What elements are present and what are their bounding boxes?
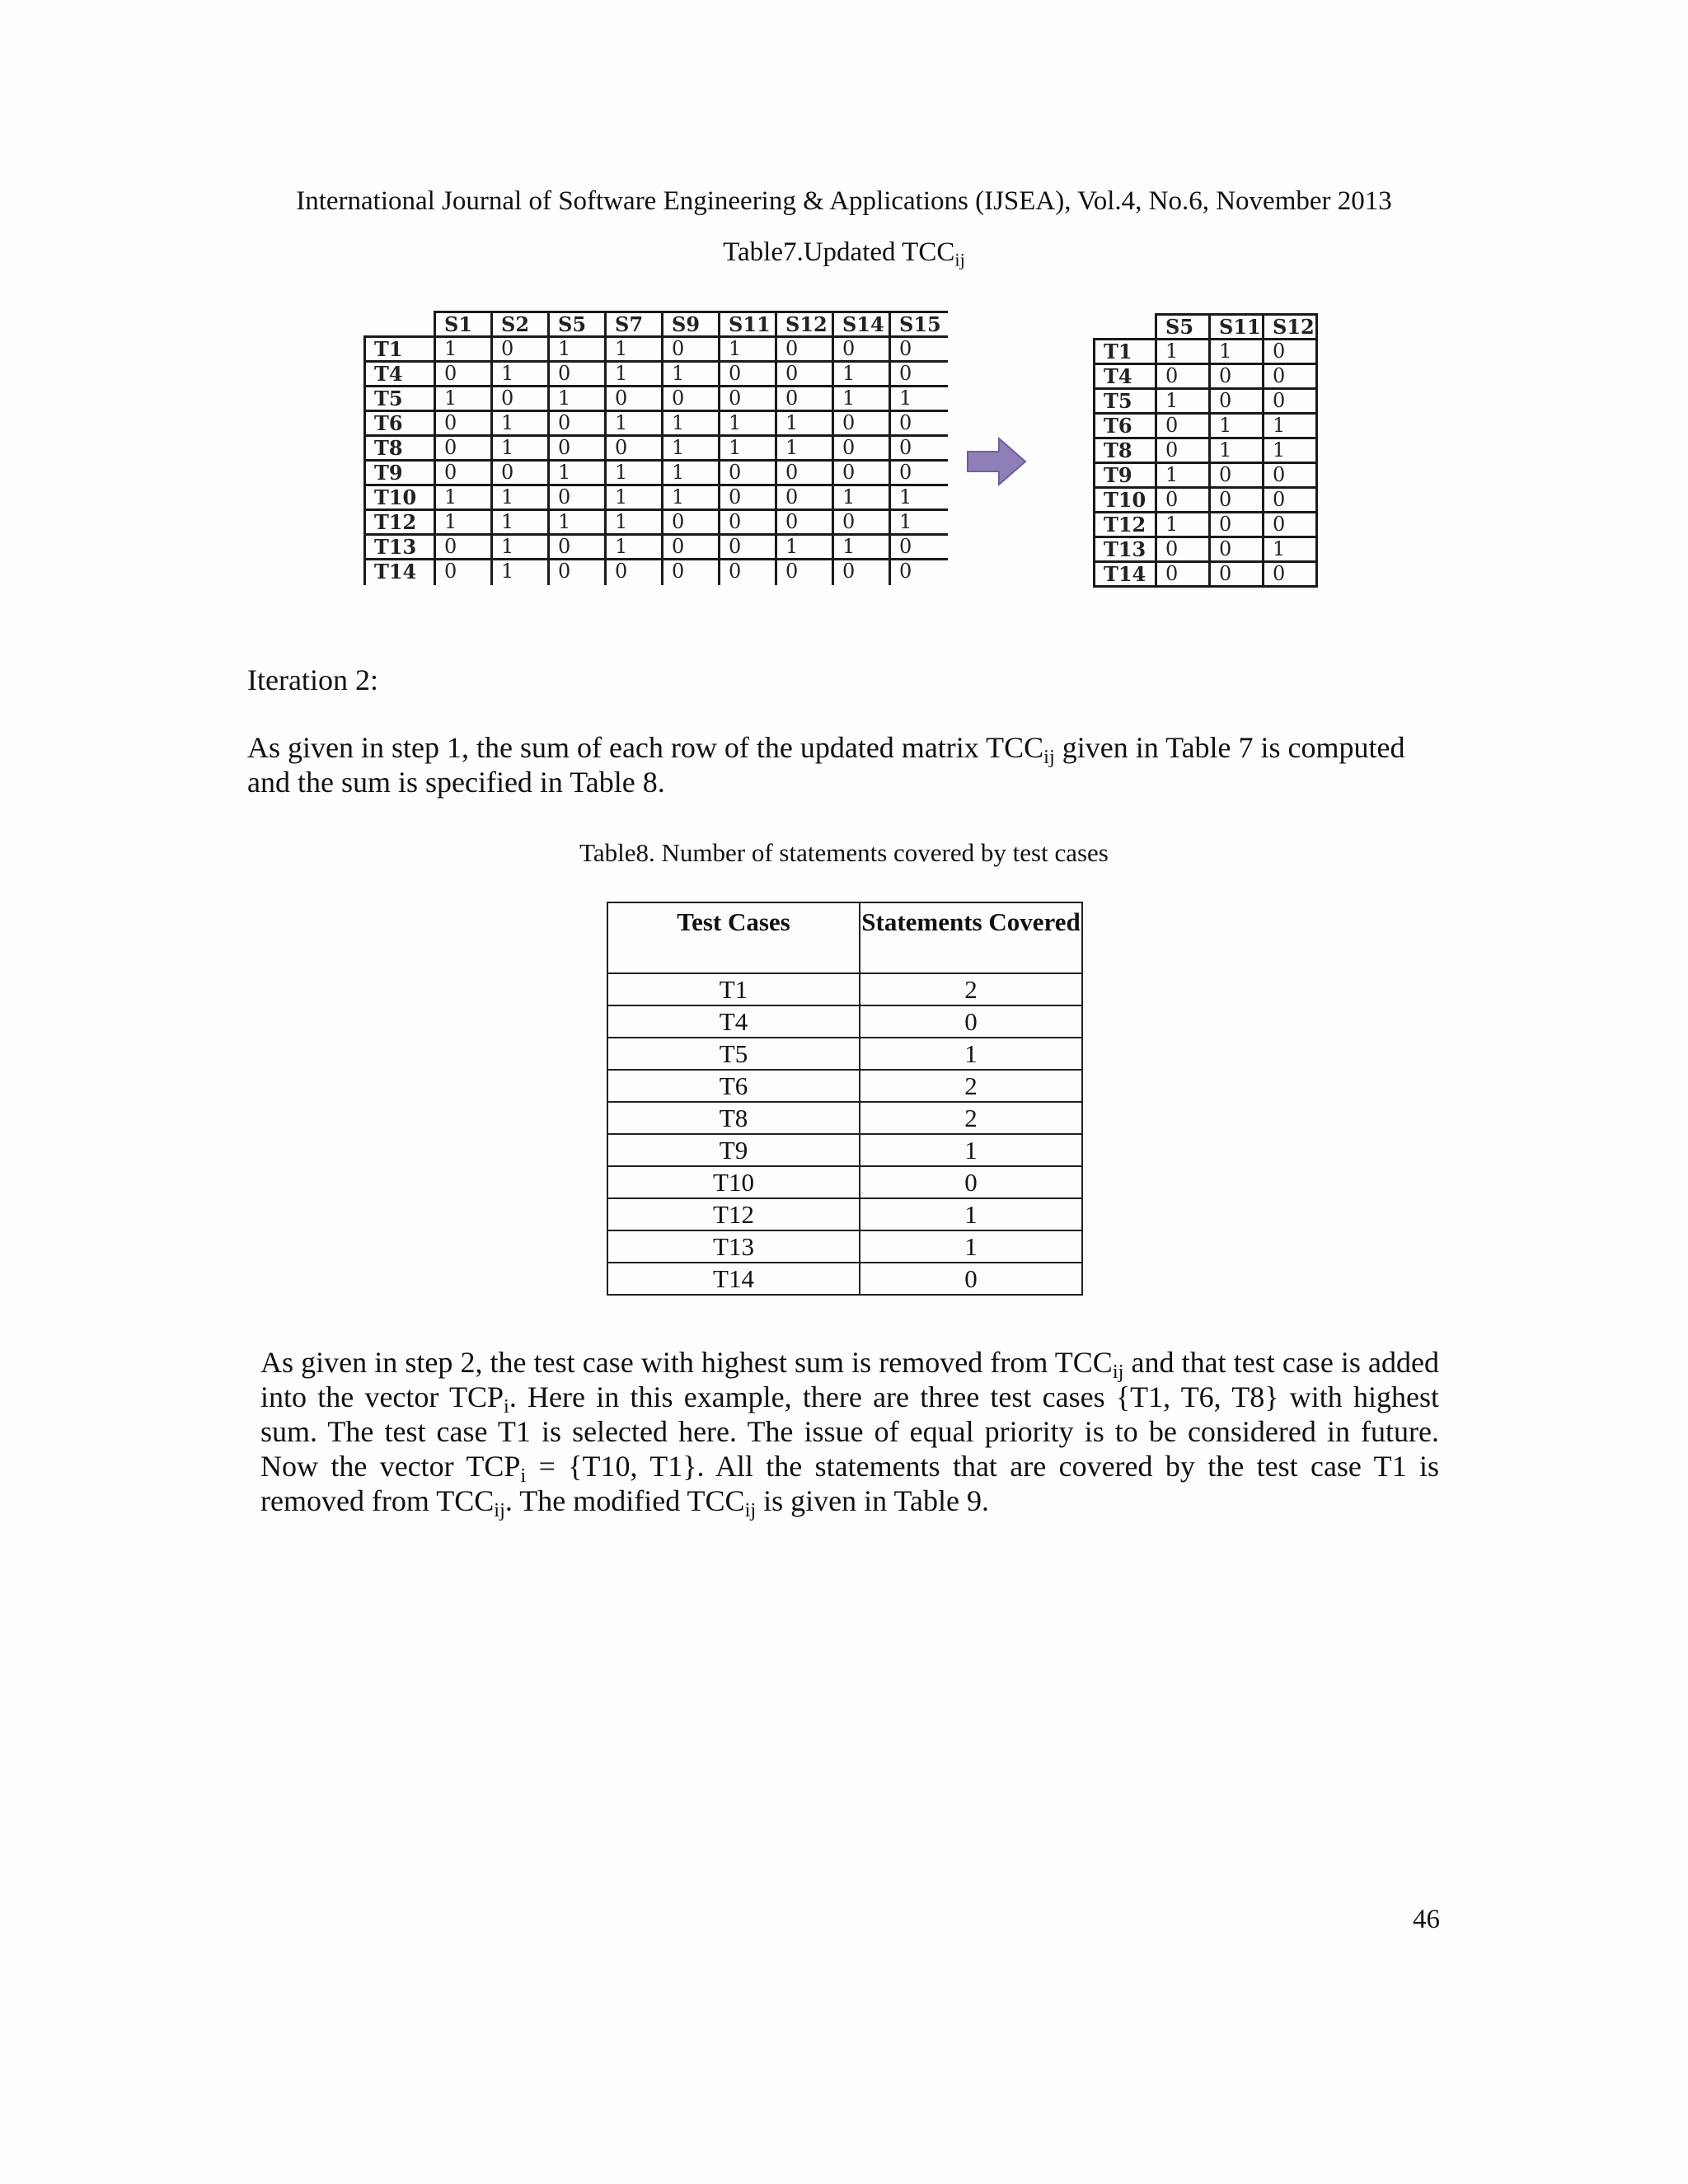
matrix-cell: 0 — [720, 560, 776, 584]
matrix-cell: 0 — [435, 535, 492, 560]
table8-count-cell: 1 — [860, 1230, 1082, 1263]
table8-header-test-cases: Test Cases — [607, 902, 860, 973]
matrix-row-label: T5 — [365, 387, 435, 411]
matrix-cell: 1 — [720, 411, 776, 436]
matrix-row-label: T13 — [365, 535, 435, 560]
matrix-corner — [365, 312, 435, 337]
matrix-cell: 1 — [833, 535, 890, 560]
table8-test-case-cell: T10 — [607, 1166, 860, 1198]
matrix-cell: 0 — [1210, 488, 1264, 513]
matrix-row-label: T9 — [1095, 463, 1156, 488]
matrix-column-header: S11 — [720, 312, 776, 337]
matrix-cell: 0 — [890, 436, 947, 461]
matrix-cell: 0 — [890, 535, 947, 560]
matrix-cell: 0 — [1264, 364, 1317, 389]
matrix-cell: 0 — [663, 535, 720, 560]
matrix-row — [365, 362, 947, 387]
matrix-column-header: S2 — [492, 312, 549, 337]
matrix-row — [1095, 513, 1317, 537]
matrix-cell: 1 — [663, 362, 720, 387]
matrix-cell: 0 — [720, 535, 776, 560]
matrix-cell: 0 — [1156, 414, 1210, 438]
matrix-cell: 0 — [776, 337, 833, 362]
matrix-cell: 1 — [1210, 438, 1264, 463]
table8-row — [607, 973, 1082, 1005]
matrix-cell: 1 — [492, 510, 549, 535]
matrix-cell: 0 — [890, 362, 947, 387]
matrix-row-label: T10 — [365, 485, 435, 510]
matrix-cell: 0 — [720, 362, 776, 387]
matrix-cell: 0 — [549, 411, 606, 436]
matrix-cell: 1 — [549, 337, 606, 362]
matrix-cell: 0 — [1264, 513, 1317, 537]
matrix-cell: 0 — [776, 387, 833, 411]
matrix-cell: 0 — [435, 411, 492, 436]
matrix-cell: 1 — [1264, 537, 1317, 562]
matrix-row-label: T14 — [365, 560, 435, 584]
matrix-column-header: S15 — [890, 312, 947, 337]
matrix-row — [365, 337, 947, 362]
table8-test-case-cell: T8 — [607, 1102, 860, 1134]
table8-caption: Table8. Number of statements covered by test cases — [579, 838, 1109, 867]
matrix-cell: 0 — [1210, 463, 1264, 488]
matrix-cell: 0 — [1156, 488, 1210, 513]
paragraph-step1: As given in step 1, the sum of each row of the updated matrix $TCC_{ij}$ given in Table 7 is computed and the sum is specified in Table 8. — [247, 731, 1405, 799]
matrix-cell: 1 — [776, 411, 833, 436]
matrix-cell: 0 — [1264, 488, 1317, 513]
matrix-cell: 0 — [833, 461, 890, 485]
matrix-row-label: T8 — [365, 436, 435, 461]
matrix-cell: 0 — [833, 337, 890, 362]
table8-statements-covered — [607, 902, 1083, 1296]
table8-test-case-cell: T9 — [607, 1134, 860, 1166]
table7-updated-matrix — [1093, 313, 1318, 588]
matrix-cell: 0 — [435, 362, 492, 387]
matrix-row — [1095, 463, 1317, 488]
matrix-cell: 0 — [833, 510, 890, 535]
matrix-cell: 0 — [1210, 364, 1264, 389]
matrix-column-header: S12 — [1264, 315, 1317, 340]
matrix-cell: 0 — [492, 461, 549, 485]
table8-header-statements-covered: Statements Covered — [860, 902, 1082, 973]
matrix-row-label: T1 — [365, 337, 435, 362]
table7-original-matrix — [363, 311, 948, 585]
matrix-cell: 0 — [606, 436, 663, 461]
matrix-row-label: T4 — [365, 362, 435, 387]
matrix-cell: 1 — [606, 337, 663, 362]
matrix-cell: 0 — [549, 535, 606, 560]
matrix-cell: 0 — [1264, 389, 1317, 414]
matrix-cell: 1 — [549, 510, 606, 535]
matrix-cell: 1 — [1156, 463, 1210, 488]
matrix-row-label: T13 — [1095, 537, 1156, 562]
matrix-cell: 0 — [1210, 513, 1264, 537]
matrix-row — [1095, 438, 1317, 463]
iteration-heading: Iteration 2: — [247, 663, 378, 696]
table8-count-cell: 2 — [860, 973, 1082, 1005]
matrix-cell: 0 — [549, 436, 606, 461]
table8-count-cell: 1 — [860, 1198, 1082, 1230]
table8-row — [607, 1070, 1082, 1102]
matrix-cell: 1 — [435, 510, 492, 535]
matrix-cell: 0 — [890, 461, 947, 485]
matrix-cell: 0 — [549, 362, 606, 387]
matrix-cell: 1 — [1156, 340, 1210, 364]
matrix-cell: 1 — [1156, 513, 1210, 537]
matrix-cell: 1 — [890, 387, 947, 411]
matrix-cell: 1 — [833, 362, 890, 387]
matrix-row — [365, 436, 947, 461]
matrix-row — [1095, 488, 1317, 513]
matrix-cell: 1 — [720, 337, 776, 362]
matrix-cell: 1 — [720, 436, 776, 461]
matrix-cell: 1 — [435, 387, 492, 411]
matrix-cell: 0 — [663, 560, 720, 584]
matrix-row-label: T4 — [1095, 364, 1156, 389]
matrix-cell: 0 — [1156, 438, 1210, 463]
matrix-cell: 0 — [492, 337, 549, 362]
matrix-cell: 1 — [435, 485, 492, 510]
matrix-cell: 1 — [435, 337, 492, 362]
matrix-cell: 0 — [549, 485, 606, 510]
matrix-cell: 0 — [1210, 537, 1264, 562]
matrix-cell: 0 — [1210, 562, 1264, 587]
matrix-row-label: T5 — [1095, 389, 1156, 414]
matrix-cell: 0 — [833, 436, 890, 461]
matrix-cell: 1 — [890, 485, 947, 510]
table8-row — [607, 1263, 1082, 1295]
table8-test-case-cell: T13 — [607, 1230, 860, 1263]
table8-test-case-cell: T1 — [607, 973, 860, 1005]
matrix-row — [365, 387, 947, 411]
matrix-row — [365, 535, 947, 560]
matrix-cell: 1 — [492, 411, 549, 436]
matrix-cell: 1 — [1264, 414, 1317, 438]
matrix-cell: 0 — [606, 560, 663, 584]
matrix-cell: 1 — [606, 485, 663, 510]
matrix-row-label: T1 — [1095, 340, 1156, 364]
matrix-cell: 1 — [549, 387, 606, 411]
matrix-row — [1095, 340, 1317, 364]
table8-count-cell: 0 — [860, 1166, 1082, 1198]
table8-count-cell: 2 — [860, 1102, 1082, 1134]
matrix-cell: 1 — [492, 436, 549, 461]
matrix-row — [1095, 364, 1317, 389]
matrix-cell: 1 — [1210, 340, 1264, 364]
matrix-row — [1095, 414, 1317, 438]
matrix-row — [365, 485, 947, 510]
matrix-cell: 0 — [720, 461, 776, 485]
matrix-cell: 0 — [435, 436, 492, 461]
matrix-cell: 0 — [549, 560, 606, 584]
matrix-cell: 0 — [435, 461, 492, 485]
matrix-cell: 0 — [776, 362, 833, 387]
table8-test-case-cell: T4 — [607, 1005, 860, 1038]
matrix-column-header: S7 — [606, 312, 663, 337]
matrix-cell: 0 — [663, 387, 720, 411]
matrix-row — [365, 411, 947, 436]
matrix-column-header: S9 — [663, 312, 720, 337]
matrix-cell: 0 — [890, 337, 947, 362]
table8-row — [607, 1005, 1082, 1038]
table8-test-case-cell: T6 — [607, 1070, 860, 1102]
matrix-cell: 0 — [720, 485, 776, 510]
table8-count-cell: 1 — [860, 1134, 1082, 1166]
matrix-cell: 1 — [1264, 438, 1317, 463]
matrix-row — [365, 560, 947, 584]
matrix-cell: 0 — [776, 485, 833, 510]
matrix-column-header: S5 — [1156, 315, 1210, 340]
matrix-cell: 1 — [663, 485, 720, 510]
matrix-cell: 1 — [776, 436, 833, 461]
matrix-cell: 1 — [492, 362, 549, 387]
matrix-column-header: S12 — [776, 312, 833, 337]
matrix-cell: 0 — [720, 387, 776, 411]
matrix-cell: 0 — [776, 560, 833, 584]
matrix-cell: 0 — [890, 560, 947, 584]
matrix-column-header: S1 — [435, 312, 492, 337]
matrix-row-label: T12 — [1095, 513, 1156, 537]
matrix-cell: 1 — [492, 485, 549, 510]
matrix-row — [1095, 562, 1317, 587]
matrix-cell: 0 — [1264, 463, 1317, 488]
table8-row — [607, 1166, 1082, 1198]
matrix-row-label: T9 — [365, 461, 435, 485]
matrix-cell: 1 — [663, 436, 720, 461]
matrix-row-label: T14 — [1095, 562, 1156, 587]
matrix-corner — [1095, 315, 1156, 340]
matrix-cell: 1 — [833, 485, 890, 510]
matrix-row — [365, 461, 947, 485]
matrix-row-label: T10 — [1095, 488, 1156, 513]
table7-caption: Table7.Updated $TCC_{ij}$ — [723, 237, 965, 270]
matrix-row — [1095, 537, 1317, 562]
matrix-row-label: T6 — [365, 411, 435, 436]
matrix-cell: 0 — [1156, 562, 1210, 587]
table8-count-cell: 1 — [860, 1038, 1082, 1070]
matrix-cell: 1 — [833, 387, 890, 411]
matrix-cell: 1 — [606, 362, 663, 387]
matrix-cell: 1 — [549, 461, 606, 485]
matrix-column-header: S5 — [549, 312, 606, 337]
matrix-column-header: S14 — [833, 312, 890, 337]
paragraph-step2: As given in step 2, the test case with highest sum is removed from $TCC_{ij}$ and that test case is added into the vector $TCP_i$. Here in this example, there are three test cases {T1, T6, T8} with highest sum. The test case T1 is selected here. The issue of equal priority is to be considered in future. Now the vector $TCP_i = \{T10$, T1}. All the statements that are covered by the test case T1 is removed from $TCC_{ij}$. The modified $TCC_{ij}$ is given in Table 9. — [260, 1346, 1439, 1521]
matrix-cell: 1 — [492, 535, 549, 560]
matrix-cell: 1 — [663, 461, 720, 485]
matrix-cell: 0 — [833, 560, 890, 584]
matrix-cell: 0 — [435, 560, 492, 584]
table8-row — [607, 1102, 1082, 1134]
matrix-cell: 1 — [606, 510, 663, 535]
table8-test-case-cell: T5 — [607, 1038, 860, 1070]
table8-count-cell: 0 — [860, 1005, 1082, 1038]
matrix-cell: 0 — [720, 510, 776, 535]
matrix-cell: 1 — [606, 535, 663, 560]
table8-row — [607, 1230, 1082, 1263]
table8-test-case-cell: T12 — [607, 1198, 860, 1230]
matrix-cell: 0 — [492, 387, 549, 411]
matrix-cell: 1 — [890, 510, 947, 535]
matrix-cell: 1 — [1210, 414, 1264, 438]
table8-count-cell: 2 — [860, 1070, 1082, 1102]
table8-row — [607, 1038, 1082, 1070]
matrix-cell: 0 — [663, 510, 720, 535]
matrix-cell: 0 — [833, 411, 890, 436]
table8-row — [607, 1198, 1082, 1230]
matrix-row-label: T8 — [1095, 438, 1156, 463]
matrix-cell: 1 — [1156, 389, 1210, 414]
journal-header: International Journal of Software Engineering & Applications (IJSEA), Vol.4, No.6, November 2013 — [296, 186, 1392, 216]
page-number: 46 — [1413, 1905, 1440, 1934]
matrix-cell: 0 — [663, 337, 720, 362]
matrix-cell: 1 — [663, 411, 720, 436]
matrix-row-label: T6 — [1095, 414, 1156, 438]
matrix-row — [365, 510, 947, 535]
matrix-cell: 0 — [776, 461, 833, 485]
matrix-cell: 1 — [776, 535, 833, 560]
matrix-cell: 0 — [890, 411, 947, 436]
matrix-cell: 1 — [606, 411, 663, 436]
matrix-row-label: T12 — [365, 510, 435, 535]
table8-row — [607, 1134, 1082, 1166]
right-arrow-icon — [966, 437, 1027, 486]
matrix-cell: 0 — [1264, 562, 1317, 587]
matrix-cell: 0 — [1210, 389, 1264, 414]
matrix-column-header: S11 — [1210, 315, 1264, 340]
matrix-cell: 0 — [1156, 364, 1210, 389]
matrix-cell: 1 — [492, 560, 549, 584]
matrix-cell: 0 — [776, 510, 833, 535]
matrix-cell: 1 — [606, 461, 663, 485]
matrix-row — [1095, 389, 1317, 414]
table8-count-cell: 0 — [860, 1263, 1082, 1295]
matrix-cell: 0 — [606, 387, 663, 411]
matrix-cell: 0 — [1264, 340, 1317, 364]
matrix-cell: 0 — [1156, 537, 1210, 562]
table8-test-case-cell: T14 — [607, 1263, 860, 1295]
